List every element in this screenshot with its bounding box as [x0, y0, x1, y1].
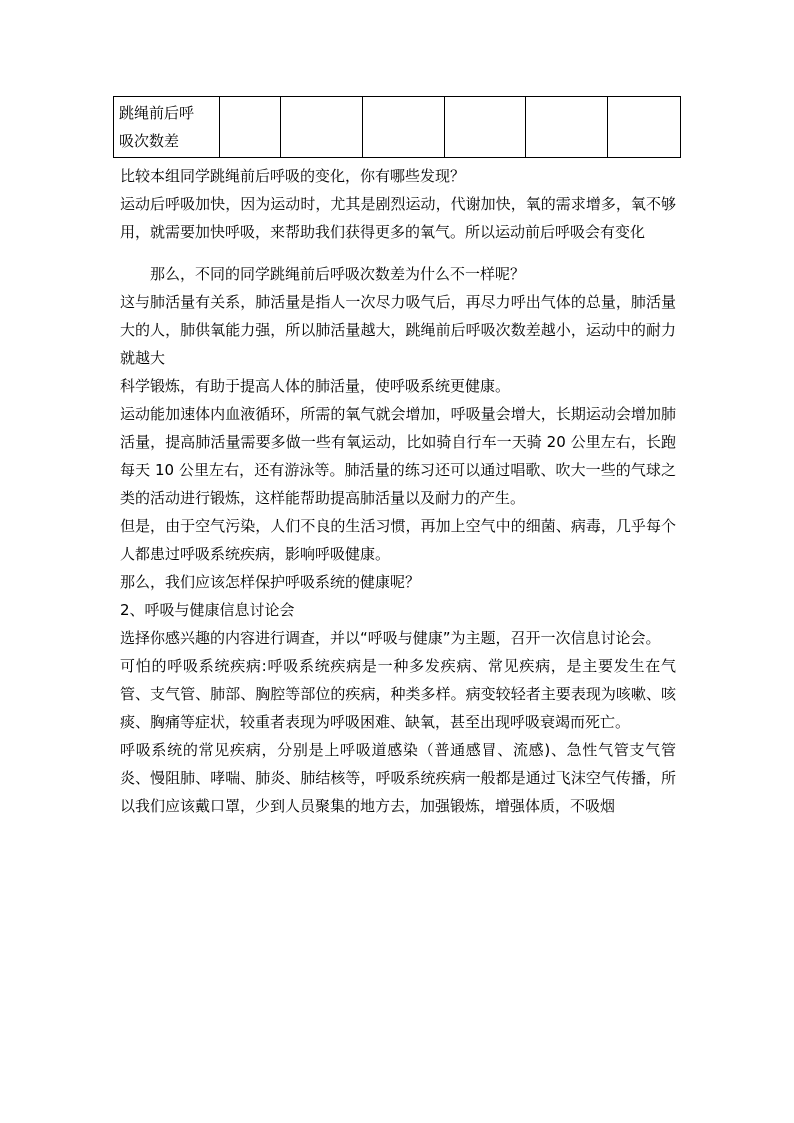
body-paragraph: 运动能加速体内血液循环，所需的氧气就会增加，呼吸量会增大，长期运动会增加肺活量，提高肺活量需要多做一些有氧运动，比如骑自行车一天骑 20 公里左右，长跑每天 10 公里左右，还有游泳等。肺活量的练习还可以通过唱歌、吹大一些的气球之类的活动进行锻炼，这样能帮助提高肺活量以及耐力的产生。 [120, 405, 676, 507]
question-paragraph: 那么，我们应该怎样保护呼吸系统的健康呢？ [120, 573, 421, 591]
table-cell-3 [363, 97, 445, 158]
question-paragraph: 那么，不同的同学跳绳前后呼吸次数差为什么不一样呢？ [150, 265, 526, 283]
body-paragraph: 可怕的呼吸系统疾病:呼吸系统疾病是一种多发疾病、常见疾病，是主要发生在气管、支气管、肺部、胸腔等部位的疾病，种类多样。病变较轻者主要表现为咳嗽、咳痰、胸痛等症状，较重者表现为呼吸困难、缺氧，甚至出现呼吸衰竭而死亡。 [120, 657, 676, 731]
body-paragraph: 呼吸系统的常见疾病，分别是上呼吸道感染（普通感冒、流感)、急性气管支气管炎、慢阻肺、哮喘、肺炎、肺结核等，呼吸系统疾病一般都是通过飞沫空气传播，所以我们应该戴口罩，少到人员聚集的地方去，加强锻炼，增强体质，不吸烟 [120, 741, 676, 815]
row-label-cell [114, 97, 220, 158]
section-heading: 2、呼吸与健康信息讨论会 [120, 601, 295, 619]
table-cell-2 [281, 97, 363, 158]
answer-paragraph: 运动后呼吸加快，因为运动时，尤其是剧烈运动，代谢加快，氧的需求增多，氧不够用，就需要加快呼吸，来帮助我们获得更多的氧气。所以运动前后呼吸会有变化 [120, 195, 676, 241]
answer-paragraph: 这与肺活量有关系，肺活量是指人一次尽力吸气后，再尽力呼出气体的总量，肺活量大的人，肺供氧能力强，所以肺活量越大，跳绳前后呼吸次数差越小，运动中的耐力就越大 [120, 293, 676, 367]
breathing-record-table [113, 96, 681, 158]
document-body [120, 162, 676, 820]
table-cell-4 [445, 97, 526, 158]
table-cell-5 [526, 97, 608, 158]
body-paragraph: 选择你感兴趣的内容进行调查，并以“呼吸与健康”为主题，召开一次信息讨论会。 [120, 629, 661, 647]
question-paragraph: 比较本组同学跳绳前后呼吸的变化，你有哪些发现？ [120, 167, 466, 185]
table-cell-1 [220, 97, 281, 158]
row-label-line-1: 跳绳前后呼 [119, 104, 195, 122]
body-paragraph: 科学锻炼，有助于提高人体的肺活量，使呼吸系统更健康。 [120, 377, 511, 395]
table-cell-6 [608, 97, 681, 158]
row-label-line-2: 吸次数差 [119, 132, 180, 150]
body-paragraph: 但是，由于空气污染，人们不良的生活习惯，再加上空气中的细菌、病毒，几乎每个人都患过呼吸系统疾病，影响呼吸健康。 [120, 517, 676, 563]
table-row [114, 97, 681, 158]
